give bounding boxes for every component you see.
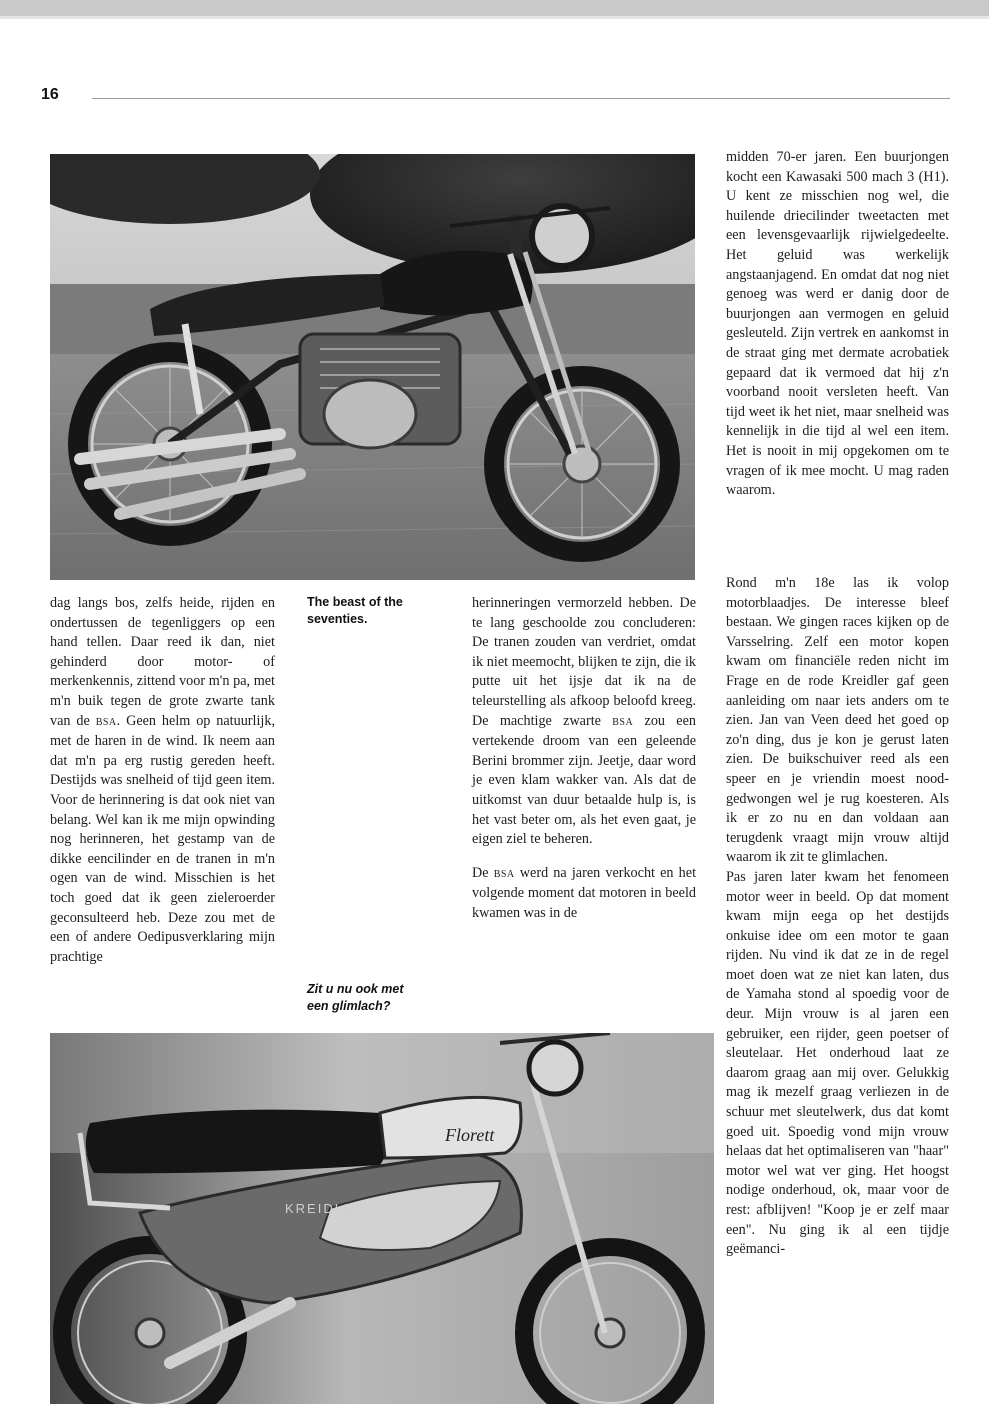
small-caps-bsa: BSA <box>493 868 515 880</box>
page-number: 16 <box>41 86 59 103</box>
paragraph <box>472 594 696 850</box>
text-run: werd na jaren verkocht en het volgende moment dat motoren in beeld kwamen was in de <box>472 864 697 921</box>
text-run: dag langs bos, zelfs heide, rijden en ondertussen de tegenliggers op een hand tellen. Daar reed ik dan, niet gehinderd door motor- of merkenkennis, zittend voor m'n pa, met m'n buik tegen de grote zwarte tank van de <box>50 595 275 729</box>
column-middle <box>472 594 696 924</box>
paragraph: Pas jaren later kwam het fenomeen motor weer in beeld. Op dat moment kwam mijn eega op het destijds onkuise idee om een motor te gaan rijden. Nu vind ik dat ze in de regel moet doen wat ze niet kan laten, dus de Yamaha stond al spoedig voor de deur. Mijn vrouw is al jaren een gebruiker, een rijder, geen poetser of sleutelaar. Het onderhoud laat ze daarom graag aan mij over. Gelukkig mag ik mezelf graag verliezen in de schuur met sleutelwerk, dus dat komt goed uit. Spoedig vond mijn vrouw helaas dat het optimaliseren van "haar" motor wel wat ver ging. Het hoogst nodige onderhoud, ok, maar voor de rest: afblijven! "Koop je er zelf maar een". Nu ging ik al een tijdje geëmanci- <box>726 868 949 1258</box>
column-left <box>50 594 275 967</box>
paragraph <box>50 594 275 967</box>
photo-kawasaki-illustration <box>50 154 695 580</box>
photo-kreidler-illustration <box>50 1033 714 1404</box>
scan-top-band <box>0 0 989 16</box>
small-caps-bsa: BSA <box>612 716 634 728</box>
photo-kawasaki-motorcycle <box>50 154 695 580</box>
caption-bottom: Zit u nu ook met een glimlach? <box>307 982 404 1013</box>
caption-top: The beast of the seventies. <box>307 595 403 626</box>
paragraph <box>472 864 696 924</box>
paragraph: Rond m'n 18e las ik volop motorblaadjes. De interesse bleef bestaan. We gingen races kijken op de Varsselring. Zelf een motor kopen kwam om financiële reden nicht im Frage en de rode Kreidler gaf geen aanleiding om naar iets anders om te zien. Jan van Veen deed het goed op zo'n ding, dus je kon je gerust laten zien. De buikschuiver reed als een speer en je vriendin moest nood-gedwongen wel je rug koesteren. Als ik er zo nu en dan voldaan aan terugdenk vraagt mijn vrouw altijd waarom ik zit te glimlachen. <box>726 575 949 866</box>
text-run: zou een vertekende droom van een geleende Berini brommer zijn. Jeetje, daar word je even klam wakker van. Als dat de uitkomst van duur betaalde hulp is, is het vast beter om, als het even gaat, je eigen ziel te beheren. <box>472 712 696 848</box>
column-right-top <box>726 148 949 501</box>
scan-top-band-edge <box>0 16 989 19</box>
text-run: De <box>472 864 489 881</box>
tank-logo-text: Florett <box>445 1125 495 1145</box>
text-run: . Geen helm op natuurlijk, met de haren in de wind. Ik neem aan dat m'n pa erg rustig gereden heeft. Destijds was snelheid of tijd geen item. Voor de herinnering is dat ook niet van belang. Wel kan ik me mijn opwinding nog herinneren, het gestamp van de dikke eencilinder en de tranen in m'n ogen van de wind. Misschien is het toch goed dat ik geen zieleroerder geconsulteerd heb. Deze zou met de een of andere Oedipusverklaring mijn prachtige <box>50 712 275 965</box>
paragraph: midden 70-er jaren. Een buurjongen kocht een Kawasaki 500 mach 3 (H1). U kent ze misschien nog wel, die huilende driecilinder tweetacten met een levensgevaarlijk rijwielgedeelte. Het geluid was werkelijk angstaanjagend. En omdat dat nog niet genoeg was werd er danig door de buurjongen aan vermogen en geluid gesleuteld. Zijn vertrek en aankomst in de straat ging met dermate acrobatiek gepaard dat ik vermoed dat hij z'n voorband nooit versleten heeft. Van tijd weet ik het niet, maar snelheid was kennelijk in die tijd al wel een item. Het is nooit in mij opgekomen om te vragen of ik mee mocht. U mag raden waarom. <box>726 149 949 499</box>
small-caps-bsa: BSA <box>95 716 117 728</box>
photo-kreidler-moped <box>50 1033 714 1404</box>
side-logo-text: KREIDLER <box>285 1201 367 1216</box>
column-right-bottom <box>726 574 949 1260</box>
text-run: herinneringen vermorzeld hebben. De te lang geschoolde zou concluderen: De tranen zouden van verdriet, omdat ik niet meemocht, blijken te zijn, die ik putte uit het ijsje dat ik na de teleurstelling als afkoop beloofd kreeg. De machtige zwarte <box>472 595 696 729</box>
header-rule <box>92 98 950 99</box>
